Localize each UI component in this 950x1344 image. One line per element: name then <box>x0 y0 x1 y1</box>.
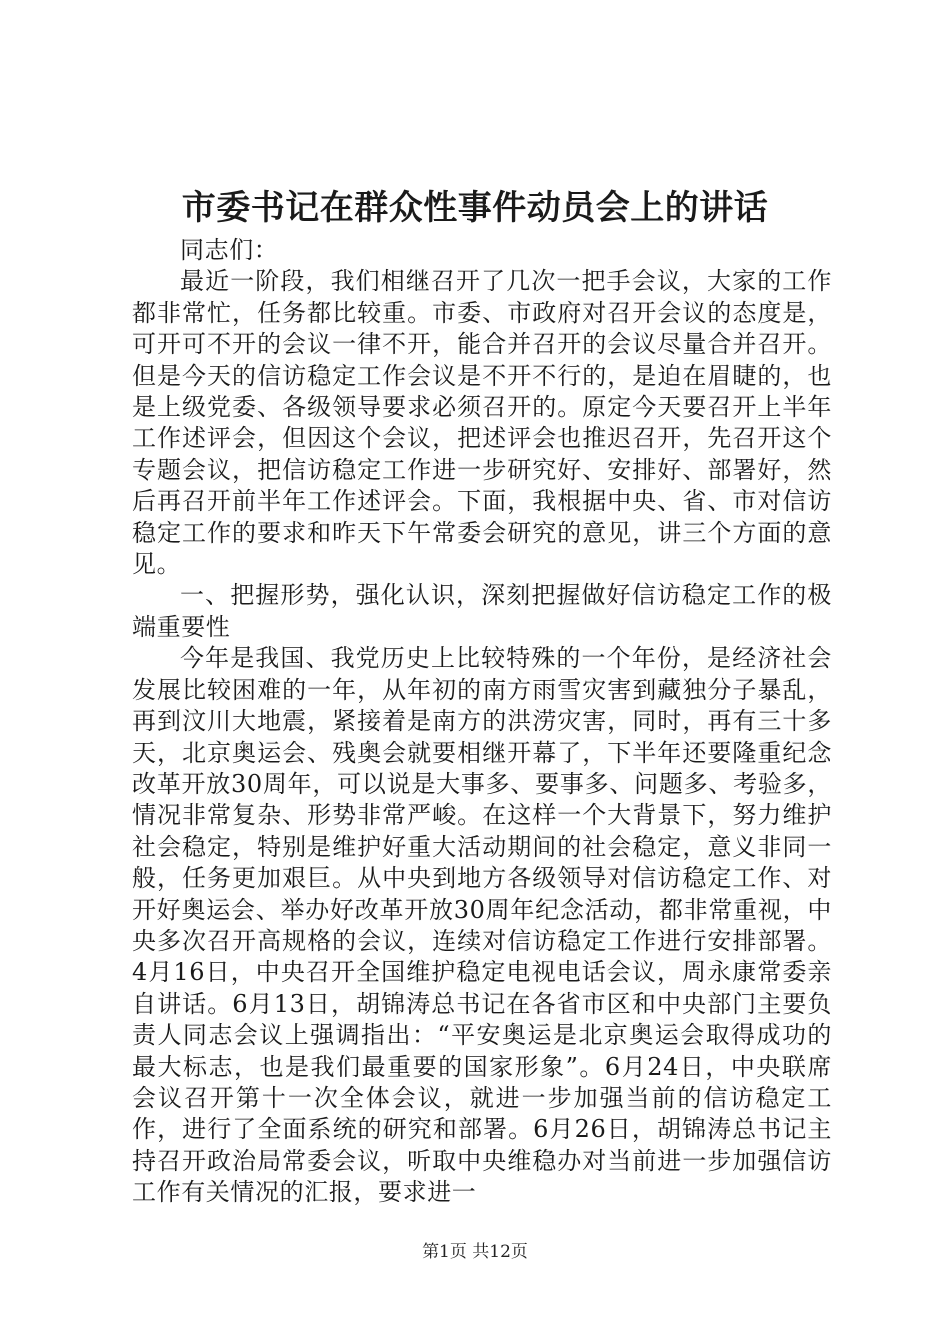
document-title: 市委书记在群众性事件动员会上的讲话 <box>181 188 769 228</box>
paragraph-salutation: 同志们： <box>180 236 279 264</box>
paragraph-intro: 最近一阶段，我们相继召开了几次一把手会议，大家的工作都非常忙，任务都比较重。市委、市政府对召开会议的态度是，可开可不开的会议一律不开，能合并召开的会议尽量合并召开。但是今天的信访稳定工作会议是不开不行的，是迫在眉睫的，也是上级党委、各级领导要求必须召开的。原定今天要召开上半年工作述评会，但因这个会议，把述评会也推迟召开，先召开这个专题会议，把信访稳定工作进一步研究好、安排好、部署好，然后再召开前半年工作述评会。下面，我根据中央、省、市对信访稳定工作的要求和昨天下午常委会研究的意见，讲三个方面的意见。 <box>132 267 832 579</box>
document-body <box>132 235 832 1209</box>
page-number-footer: 第1页 共12页 <box>422 1242 528 1262</box>
section-heading-1: 一、把握形势，强化认识，深刻把握做好信访稳定工作的极端重要性 <box>132 581 832 641</box>
paragraph-section-1: 今年是我国、我党历史上比较特殊的一个年份，是经济社会发展比较困难的一年，从年初的南方雨雪灾害到藏独分子暴乱，再到汶川大地震，紧接着是南方的洪涝灾害，同时，再有三十多天，北京奥运会、残奥会就要相继开幕了，下半年还要隆重纪念改革开放30周年，可以说是大事多、要事多、问题多、考验多，情况非常复杂、形势非常严峻。在这样一个大背景下，努力维护社会稳定，特别是维护好重大活动期间的社会稳定，意义非同一般，任务更加艰巨。从中央到地方各级领导对信访稳定工作、对开好奥运会、举办好改革开放30周年纪念活动，都非常重视，中央多次召开高规格的会议，连续对信访稳定工作进行安排部署。4月16日，中央召开全国维护稳定电视电话会议，周永康常委亲自讲话。6月13日，胡锦涛总书记在各省市区和中央部门主要负责人同志会议上强调指出：“平安奥运是北京奥运会取得成功的最大标志，也是我们最重要的国家形象”。6月24日，中央联席会议召开第十一次全体会议，就进一步加强当前的信访稳定工作，进行了全面系统的研究和部署。6月26日，胡锦涛总书记主持召开政治局常委会议，听取中央维稳办对当前进一步加强信访工作有关情况的汇报，要求进一 <box>132 644 832 1207</box>
